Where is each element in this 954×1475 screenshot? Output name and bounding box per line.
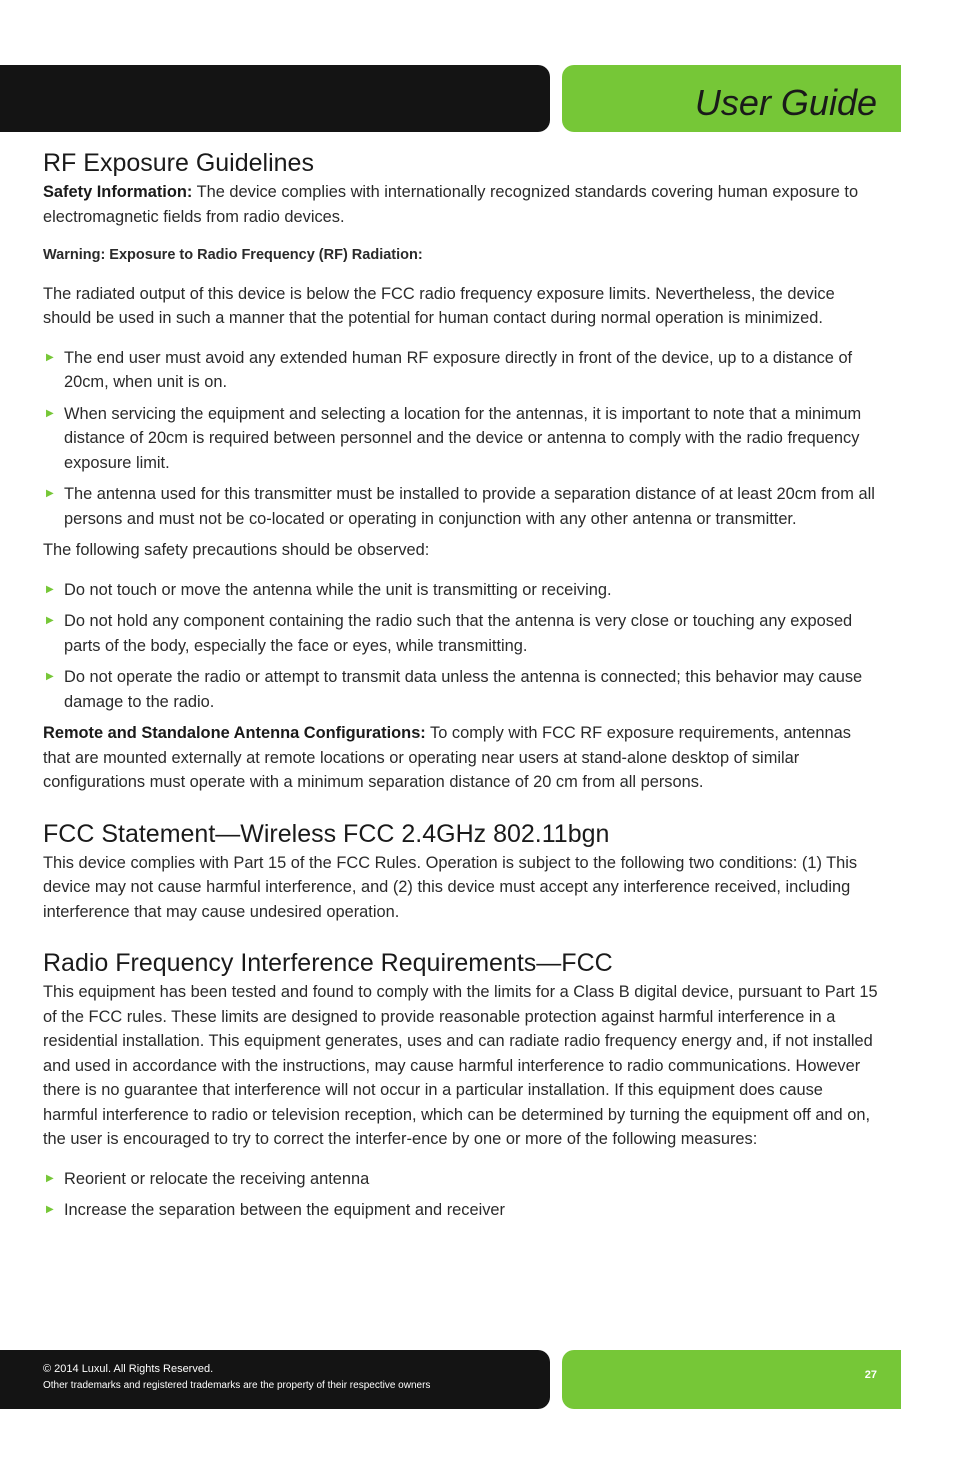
remote-text: To comply with FCC RF exposure requirements, antennas that are mounted externally at remote locations or operating near users at stand-alone desktop of similar configurations must operate with a minimum separation distance of 20 cm from all persons.	[43, 724, 851, 791]
list-item: ▶ When servicing the equipment and selecting a location for the antennas, it is important to note that a minimum distance of 20cm is required between personnel and the device or antenna to comply with the radio frequency exposure limit.	[43, 402, 881, 476]
bullet-icon: ▶	[46, 615, 54, 626]
bullet-icon: ▶	[46, 407, 54, 419]
safety-information	[43, 180, 881, 229]
fcc-statement-heading: FCC Statement—Wireless FCC 2.4GHz 802.11bgn	[43, 819, 610, 848]
list-item: ▶ Increase the separation between the equipment and receiver	[43, 1198, 881, 1223]
header-title-panel	[562, 65, 901, 132]
page-number: 27	[864, 1369, 877, 1381]
bullet-icon: ▶	[46, 351, 54, 363]
rfi-measures-list	[43, 1167, 881, 1223]
remote-antenna-config	[43, 721, 881, 795]
rfi-text: This equipment has been tested and found to comply with the limits for a Class B digital device, pursuant to Part 15 of the FCC rules. These limits are designed to provide reasonable protection against harmful interference in a residential installation. This equipment generates, uses and can radiate radio frequency energy and, if not installed and used in accordance with the instructions, may cause harmful interference to radio communications. However there is no guarantee that interference will not occur in a particular installation. If this equipment does cause harmful interference to radio or television reception, which can be determined by turning the equipment off and on, the user is encouraged to try to correct the interfer-ence by one or more of the following measures:	[43, 983, 878, 1148]
main-content	[43, 146, 881, 1230]
list-item: ▶ Do not operate the radio or attempt to transmit data unless the antenna is connected; this behavior may cause damage to the radio.	[43, 665, 881, 714]
bullet-icon: ▶	[46, 1204, 54, 1215]
precautions-list	[43, 578, 881, 715]
precautions-intro: The following safety precautions should be observed:	[43, 541, 430, 559]
bullet-icon: ▶	[46, 488, 54, 499]
list-item: ▶ The end user must avoid any extended human RF exposure directly in front of the device, up to a distance of 20cm, when unit is on.	[43, 346, 881, 395]
footer-bar	[0, 1350, 550, 1409]
rfi-heading: Radio Frequency Interference Requirements—FCC	[43, 949, 613, 977]
list-item: ▶ The antenna used for this transmitter must be installed to provide a separation distance of at least 20cm from all persons and must not be co-located or operating in conjunction with any other antenna or transmitter.	[43, 482, 881, 531]
footer-copyright: © 2014 Luxul. All Rights Reserved.	[43, 1363, 214, 1375]
fcc-statement-text: This device complies with Part 15 of the FCC Rules. Operation is subject to the following two conditions: (1) This device may not cause harmful interference, and (2) this device must accept any interference received, including interference that may cause undesired operation.	[43, 853, 858, 921]
list-item: ▶ Reorient or relocate the receiving antenna	[43, 1167, 881, 1192]
rf-bullet-list	[43, 346, 881, 532]
rf-exposure-heading: RF Exposure Guidelines	[43, 149, 314, 177]
footer-page-panel	[562, 1350, 901, 1409]
bullet-icon: ▶	[46, 1172, 54, 1184]
page-title: User Guide	[694, 82, 877, 123]
footer-trademarks: Other trademarks and registered trademarks are the property of their respective owners	[43, 1380, 431, 1391]
bullet-icon: ▶	[46, 583, 54, 595]
radiated-output-text: The radiated output of this device is below the FCC radio frequency exposure limits. Nevertheless, the device should be used in such a manner that the potential for human contact during normal operation is minimized.	[43, 284, 835, 327]
remote-label: Remote and Standalone Antenna Configurations:	[43, 724, 426, 742]
bullet-icon: ▶	[46, 671, 54, 682]
rf-warning: Warning: Exposure to Radio Frequency (RF) Radiation:	[43, 247, 423, 263]
list-item: ▶ Do not hold any component containing the radio such that the antenna is very close or touching any exposed parts of the body, especially the face or eyes, while transmitting.	[43, 609, 881, 658]
safety-label: Safety Information:	[43, 183, 193, 201]
safety-text: The device complies with internationally recognized standards covering human exposure to electromagnetic fields from radio devices.	[43, 183, 859, 226]
list-item: ▶ Do not touch or move the antenna while the unit is transmitting or receiving.	[43, 578, 881, 603]
header-bar	[0, 65, 550, 132]
